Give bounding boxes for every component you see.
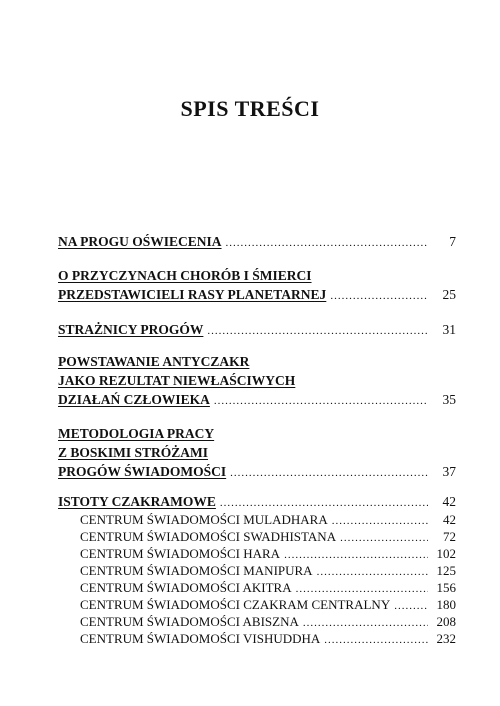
- toc-entry-title-continued[interactable]: Z BOSKIMI STRÓŻAMI: [58, 445, 209, 460]
- toc-page-number: 72: [443, 529, 456, 544]
- toc-page-number: 31: [442, 322, 456, 337]
- toc-page-number: 180: [436, 597, 456, 612]
- dot-leader: [303, 615, 428, 632]
- toc-entry-title-continued[interactable]: DZIAŁAŃ CZŁOWIEKA: [58, 392, 210, 407]
- toc-page-number: 42: [442, 494, 456, 509]
- toc-subentry[interactable]: [58, 528, 456, 545]
- dot-leader: [324, 632, 428, 649]
- toc-page-number: 208: [436, 614, 456, 629]
- toc-entry-title[interactable]: NA PROGU OŚWIECENIA: [58, 234, 222, 249]
- dot-leader: [317, 564, 428, 581]
- toc-subentry-title: CENTRUM ŚWIADOMOŚCI MANIPURA: [80, 563, 313, 578]
- toc-entry-istoty-czakramowe[interactable]: [58, 492, 456, 647]
- toc-page-number: 7: [449, 234, 456, 249]
- toc-subentry[interactable]: [58, 613, 456, 630]
- toc-subentry[interactable]: [58, 562, 456, 579]
- toc-page-number: 125: [436, 563, 456, 578]
- toc-entry-title[interactable]: POWSTAWANIE ANTYCZAKR: [58, 354, 250, 369]
- toc-entry-line: [58, 371, 456, 390]
- toc-entry-title[interactable]: STRAŻNICY PROGÓW: [58, 322, 204, 337]
- toc-entry-o-przyczynach[interactable]: [58, 266, 456, 304]
- toc-entry-title[interactable]: ISTOTY CZAKRAMOWE: [58, 494, 216, 509]
- dot-leader: [330, 287, 428, 306]
- toc-subentry-title: CENTRUM ŚWIADOMOŚCI CZAKRAM CENTRALNY: [80, 597, 391, 612]
- toc-page-number: 25: [442, 287, 456, 302]
- toc-entry-title[interactable]: O PRZYCZYNACH CHORÓB I ŚMIERCI: [58, 268, 312, 283]
- toc-entry-line: [58, 352, 456, 371]
- toc-subentry[interactable]: [58, 545, 456, 562]
- toc-entry-line: [58, 232, 456, 251]
- page-title: SPIS TREŚCI: [180, 96, 320, 121]
- toc-subentry-title: CENTRUM ŚWIADOMOŚCI SWADHISTANA: [80, 529, 337, 544]
- toc-subentry-title: CENTRUM ŚWIADOMOŚCI AKITRA: [80, 580, 292, 595]
- toc-entry-na-progu[interactable]: [58, 232, 456, 251]
- toc-subentry[interactable]: [58, 596, 456, 613]
- toc-subentry[interactable]: [58, 511, 456, 528]
- dot-leader: [226, 234, 428, 253]
- dot-leader: [214, 392, 428, 411]
- toc-entry-title-continued[interactable]: PRZEDSTAWICIELI RASY PLANETARNEJ: [58, 287, 327, 302]
- toc-page-number: 35: [442, 392, 456, 407]
- toc-page-number: 156: [436, 580, 456, 595]
- toc-entry-line: [58, 492, 456, 511]
- toc-entry-title-continued[interactable]: JAKO REZULTAT NIEWŁAŚCIWYCH: [58, 373, 296, 388]
- toc-page-number: 37: [442, 464, 456, 479]
- dot-leader: [340, 530, 428, 547]
- toc-entry-line: [58, 285, 456, 304]
- dot-leader: [332, 513, 428, 530]
- toc-entry-line: [58, 424, 456, 443]
- toc-entry-powstawanie[interactable]: [58, 352, 456, 409]
- toc-entry-line: [58, 390, 456, 409]
- toc-subentry[interactable]: [58, 630, 456, 647]
- dot-leader: [207, 322, 428, 341]
- dot-leader: [230, 464, 428, 483]
- toc-subentry-title: CENTRUM ŚWIADOMOŚCI VISHUDDHA: [80, 631, 321, 646]
- toc-subentry[interactable]: [58, 579, 456, 596]
- toc-page-number: 232: [436, 631, 456, 646]
- toc-entry-line: [58, 443, 456, 462]
- toc-entry-line: [58, 266, 456, 285]
- toc-page-number: 42: [443, 512, 456, 527]
- toc-subentry-title: CENTRUM ŚWIADOMOŚCI HARA: [80, 546, 281, 561]
- toc-subentry-title: CENTRUM ŚWIADOMOŚCI ABISZNA: [80, 614, 299, 629]
- toc-entry-metodologia[interactable]: [58, 424, 456, 481]
- toc-entry-title[interactable]: METODOLOGIA PRACY: [58, 426, 215, 441]
- toc-entry-line: [58, 320, 456, 339]
- toc-page-number: 102: [436, 546, 456, 561]
- toc-entry-line: [58, 462, 456, 481]
- toc-entry-straznicy[interactable]: [58, 320, 456, 339]
- toc-entry-title-continued[interactable]: PROGÓW ŚWIADOMOŚCI: [58, 464, 227, 479]
- toc-subentry-title: CENTRUM ŚWIADOMOŚCI MULADHARA: [80, 512, 328, 527]
- dot-leader: [394, 598, 428, 615]
